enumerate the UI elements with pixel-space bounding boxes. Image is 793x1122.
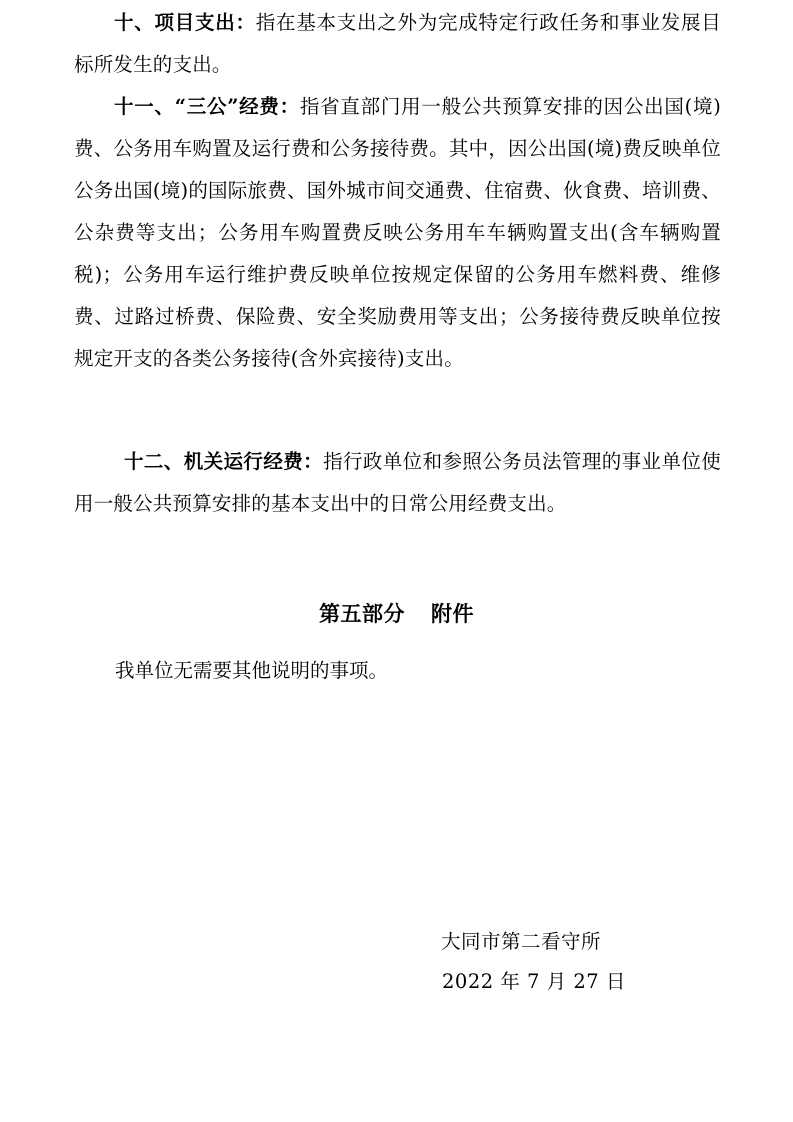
definition-project-expenditure [74,2,721,86]
definition-operating-expenses [74,441,721,525]
section-heading [0,594,793,634]
definition-text: 指省直部门用一般公共预算安排的因公出国(境)费、公务用车购置及运行费和公务接待费。其中，因公出国(境)费反映单位公务出国(境)的国际旅费、国外城市间交通费、住宿费、伙食费、培训费、公杂费等支出；公务用车购置费反映公务用车车辆购置支出(含车辆购置税)；公务用车运行维护费反映单位按规定保留的公务用车燃料费、维修费、过路过桥费、保险费、安全奖励费用等支出；公务接待费反映单位按规定开支的各类公务接待(含外宾接待)支出。 [74,95,721,370]
signature-date: 2022 年 7 月 27 日 [442,970,626,993]
definition-term: 十、项目支出： [114,11,256,34]
definition-term: 十一、“三公”经费： [114,95,300,118]
definition-text: 指在基本支出之外为完成特定行政任务和事业发展目标所发生的支出。 [74,11,721,76]
section-title: 附件 [431,601,474,626]
signature-organization: 大同市第二看守所 [441,930,602,953]
definition-three-public-expenses [74,86,721,380]
definition-text: 指行政单位和参照公务员法管理的事业单位使用一般公共预算安排的基本支出中的日常公用经费支出。 [74,450,721,515]
definition-term: 十二、机关运行经费： [124,450,324,473]
section-part: 第五部分 [319,601,405,626]
attachment-note: 我单位无需要其他说明的事项。 [115,659,389,682]
